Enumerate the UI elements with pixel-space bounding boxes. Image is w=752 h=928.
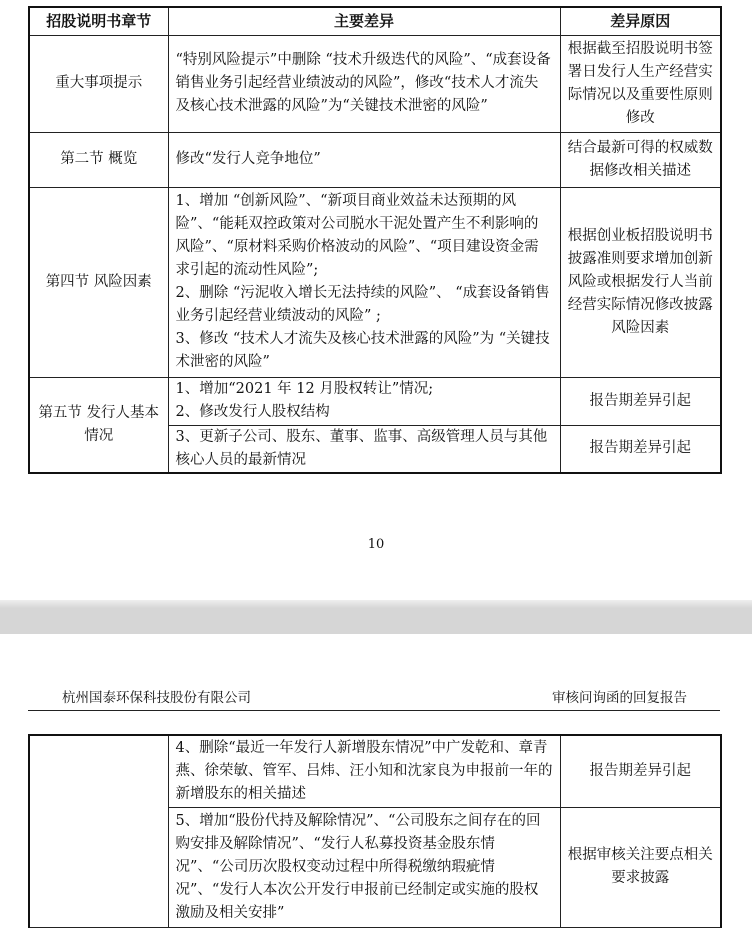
header-main-difference: 主要差异 [168,7,560,35]
differences-table-continued [28,734,722,928]
page-11 [0,634,752,924]
difference-line: 1、增加 “创新风险”、“新项目商业效益未达预期的风险”、“能耗双控政策对公司脱水干泥处置产生不利影响的风险”、“原材料采购价格波动的风险”、“项目建设资金需求引起的流动性风险”; [175,193,539,278]
reason-cell: 报告期差异引起 [560,377,721,425]
reason-cell: 结合最新可得的权威数据修改相关描述 [560,132,721,187]
header-difference-reason: 差异原因 [560,7,721,35]
header-chapter: 招股说明书章节 [29,7,168,35]
difference-cell [168,187,560,377]
reason-cell: 根据审核关注要点相关要求披露 [560,807,721,927]
differences-table [28,6,722,474]
difference-cell [168,377,560,425]
table-row [29,132,721,187]
chapter-cell: 第五节 发行人基本情况 [29,377,168,473]
page-separator [0,600,752,634]
header-report-title: 审核问询函的回复报告 [552,690,687,706]
table-row [29,377,721,425]
reason-cell: 报告期差异引起 [560,425,721,473]
difference-line: 2、修改发行人股权结构 [175,404,330,420]
reason-cell: 根据截至招股说明书签署日发行人生产经营实际情况以及重要性原则修改 [560,35,721,132]
difference-cell: 3、更新子公司、股东、董事、监事、高级管理人员与其他核心人员的最新情况 [168,425,560,473]
header-company-name: 杭州国泰环保科技股份有限公司 [62,690,251,706]
reason-cell: 报告期差异引起 [560,735,721,807]
page-number: 10 [367,537,385,552]
table-row [29,735,721,807]
difference-line: 3、修改 “技术人才流失及核心技术泄露的风险”为 “关键技术泄密的风险” [175,331,550,370]
header-divider [28,710,720,711]
difference-cell: 修改“发行人竞争地位” [168,132,560,187]
chapter-cell: 第二节 概览 [29,132,168,187]
reason-cell: 根据创业板招股说明书披露准则要求增加创新风险或根据发行人当前经营实际情况修改披露风险因素 [560,187,721,377]
difference-cell: 5、增加“股份代持及解除情况”、“公司股东之间存在的回购安排及解除情况”、“发行人私募投资基金股东情况”、“公司历次股权变动过程中所得税缴纳瑕疵情况”、“发行人本次公开发行申报前已经制定或实施的股权激励及相关安排” [168,807,560,927]
chapter-cell [29,735,168,927]
difference-line: 2、删除 “污泥收入增长无法持续的风险”、 “成套设备销售业务引起经营业绩波动的风险” ; [175,285,550,324]
table-row [29,187,721,377]
chapter-cell: 重大事项提示 [29,35,168,132]
chapter-cell: 第四节 风险因素 [29,187,168,377]
difference-cell: “特别风险提示”中删除 “技术升级迭代的风险”、“成套设备销售业务引起经营业绩波动的风险”，修改“技术人才流失及核心技术泄露的风险”为“关键技术泄密的风险” [168,35,560,132]
table-row [29,35,721,132]
difference-line: 1、增加“2021 年 12 月股权转让”情况; [175,381,434,397]
difference-cell: 4、删除“最近一年发行人新增股东情况”中广发乾和、章青燕、徐荣敏、管军、吕炜、汪小知和沈家良为申报前一年的新增股东的相关描述 [168,735,560,807]
